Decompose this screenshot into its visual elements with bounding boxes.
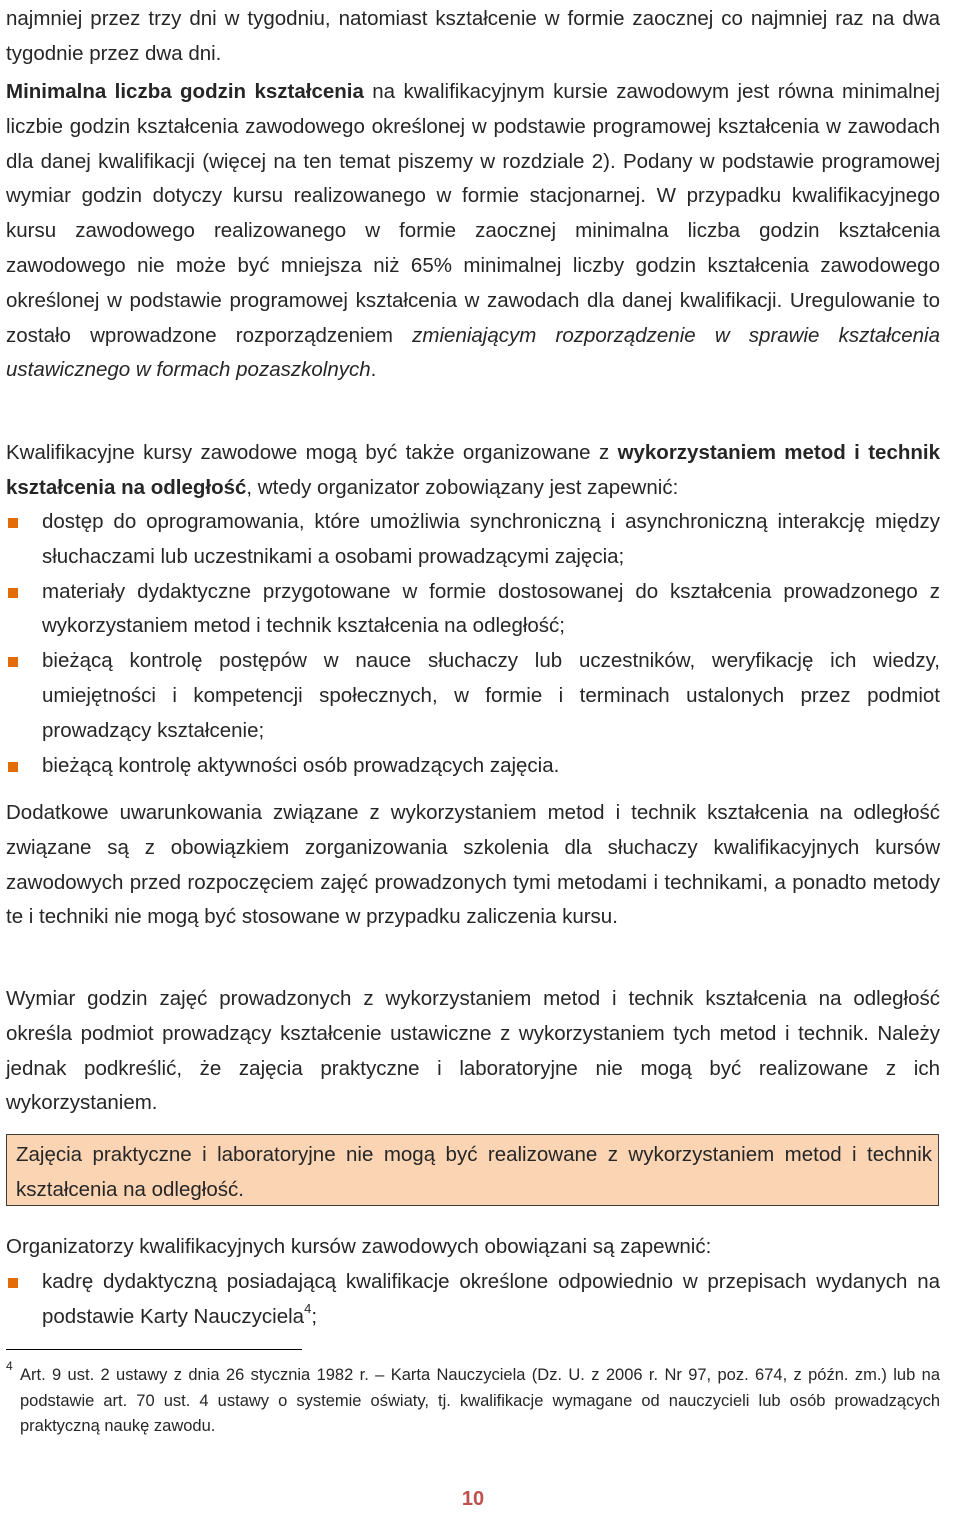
list-item — [6, 644, 940, 748]
footnote-separator — [6, 1349, 302, 1350]
list-item-tail: ; — [311, 1304, 318, 1328]
highlight-box — [6, 1134, 939, 1206]
paragraph-3 — [6, 436, 940, 506]
requirements-list — [6, 505, 940, 783]
square-bullet-icon — [8, 518, 18, 528]
paragraph-6-text: Organizatorzy kwalifikacyjnych kursów zawodowych obowiązani są zapewnić: — [6, 1235, 712, 1258]
list-item — [6, 505, 940, 575]
paragraph-3-text: Kwalifikacyjne kursy zawodowe mogą być także organizowane z — [6, 441, 618, 464]
paragraph-6 — [6, 1230, 940, 1265]
paragraph-2-end: . — [370, 358, 377, 382]
paragraph-2-text: na kwalifikacyjnym kursie zawodowym jest równa minimalnej liczbie godzin kształcenia zawodowego określonej w podstawie programowej kształcenia w zawodach dla danej kwalifikacji (więcej na ten temat piszemy w rozdziale 2). Podany w podstawie programowej wymiar godzin dotyczy kursu realizowanego w formie stacjonarnej. W przypadku kwalifikacyjnego kursu zawodowego realizowanego w formie zaocznej minimalna liczba godzin kształcenia zawodowego nie może być mniejsza niż 65% minimalnej liczby godzin kształcenia zawodowego określonej w podstawie programowej kształcenia w zawodach dla danej kwalifikacji. Uregulowanie to zostało wprowadzone rozporządzeniem — [6, 80, 940, 347]
list-item — [6, 749, 940, 784]
square-bullet-icon — [8, 657, 18, 667]
square-bullet-icon — [8, 588, 18, 598]
list-item-text: materiały dydaktyczne przygotowane w formie dostosowanej do kształcenia prowadzonego z wykorzystaniem metod i technik kształcenia na odległość; — [42, 579, 940, 638]
list-item — [6, 575, 940, 645]
organizers-list — [6, 1265, 940, 1335]
paragraph-1-text: najmniej przez trzy dni w tygodniu, natomiast kształcenie w formie zaocznej co najmniej raz na dwa tygodnie przez dwa dni. — [6, 7, 940, 65]
list-item-text: dostęp do oprogramowania, które umożliwia synchroniczną i asynchroniczną interakcję między słuchaczami lub uczestnikami a osobami prowadzącymi zajęcia; — [42, 510, 940, 568]
list-item-body: kadrę dydaktyczną posiadającą kwalifikacje określone odpowiednio w przepisach wydanych na podstawie Karty Nauczyciela — [42, 1270, 940, 1328]
paragraph-3-bold: wykorzystaniem metod i technik kształcenia na odległość — [6, 441, 940, 499]
paragraph-2 — [6, 75, 940, 388]
paragraph-2-bold-lead: Minimalna liczba godzin kształcenia — [6, 80, 364, 103]
footnote-text: Art. 9 ust. 2 ustawy z dnia 26 stycznia 1982 r. – Karta Nauczyciela (Dz. U. z 2006 r. Nr 97, poz. 674, z późn. zm.) lub na podstawie art. 70 ust. 4 ustawy o systemie oświaty, tj. kwalifikacje wymagane od nauczycieli lub osób prowadzących praktyczną naukę zawodu. — [20, 1366, 940, 1435]
paragraph-3-tail: , wtedy organizator zobowiązany jest zapewnić: — [246, 475, 679, 499]
page-number: 10 — [461, 1488, 485, 1510]
list-item-text: bieżącą kontrolę aktywności osób prowadzących zajęcia. — [42, 753, 560, 777]
list-item — [6, 1265, 940, 1335]
list-item-text: bieżącą kontrolę postępów w nauce słuchaczy lub uczestników, weryfikację ich wiedzy, umiejętności i kompetencji społecznych, w formie i terminach ustalonych przez podmiot prowadzący kształcenie; — [42, 649, 940, 742]
paragraph-4 — [6, 796, 940, 935]
paragraph-2-italic: zmieniającym rozporządzenie w sprawie kształcenia ustawicznego w formach pozaszkolnych — [6, 323, 940, 382]
paragraph-1 — [6, 2, 940, 72]
square-bullet-icon — [8, 1278, 18, 1288]
list-item-text — [42, 1265, 940, 1335]
footnote — [6, 1359, 940, 1440]
paragraph-4-text: Dodatkowe uwarunkowania związane z wykorzystaniem metod i technik kształcenia na odległość związane są z obowiązkiem zorganizowania szkolenia dla słuchaczy kwalifikacyjnych kursów zawodowych przed rozpoczęciem zajęć prowadzonych tymi metodami i technikami, a ponadto metody te i techniki nie mogą być stosowane w przypadku zaliczenia kursu. — [6, 801, 940, 929]
paragraph-5-text: Wymiar godzin zajęć prowadzonych z wykorzystaniem metod i technik kształcenia na odległość określa podmiot prowadzący kształcenie ustawiczne z wykorzystaniem tych metod i technik. Należy jednak podkreślić, że zajęcia praktyczne i laboratoryjne nie mogą być realizowane z ich wykorzystaniem. — [6, 987, 940, 1115]
highlight-box-text: Zajęcia praktyczne i laboratoryjne nie mogą być realizowane z wykorzystaniem metod i technik kształcenia na odległość. — [16, 1143, 932, 1201]
footnote-number: 4 — [6, 1359, 13, 1373]
square-bullet-icon — [8, 762, 18, 772]
footnote-reference[interactable]: 4 — [304, 1300, 312, 1316]
paragraph-5 — [6, 982, 940, 1121]
